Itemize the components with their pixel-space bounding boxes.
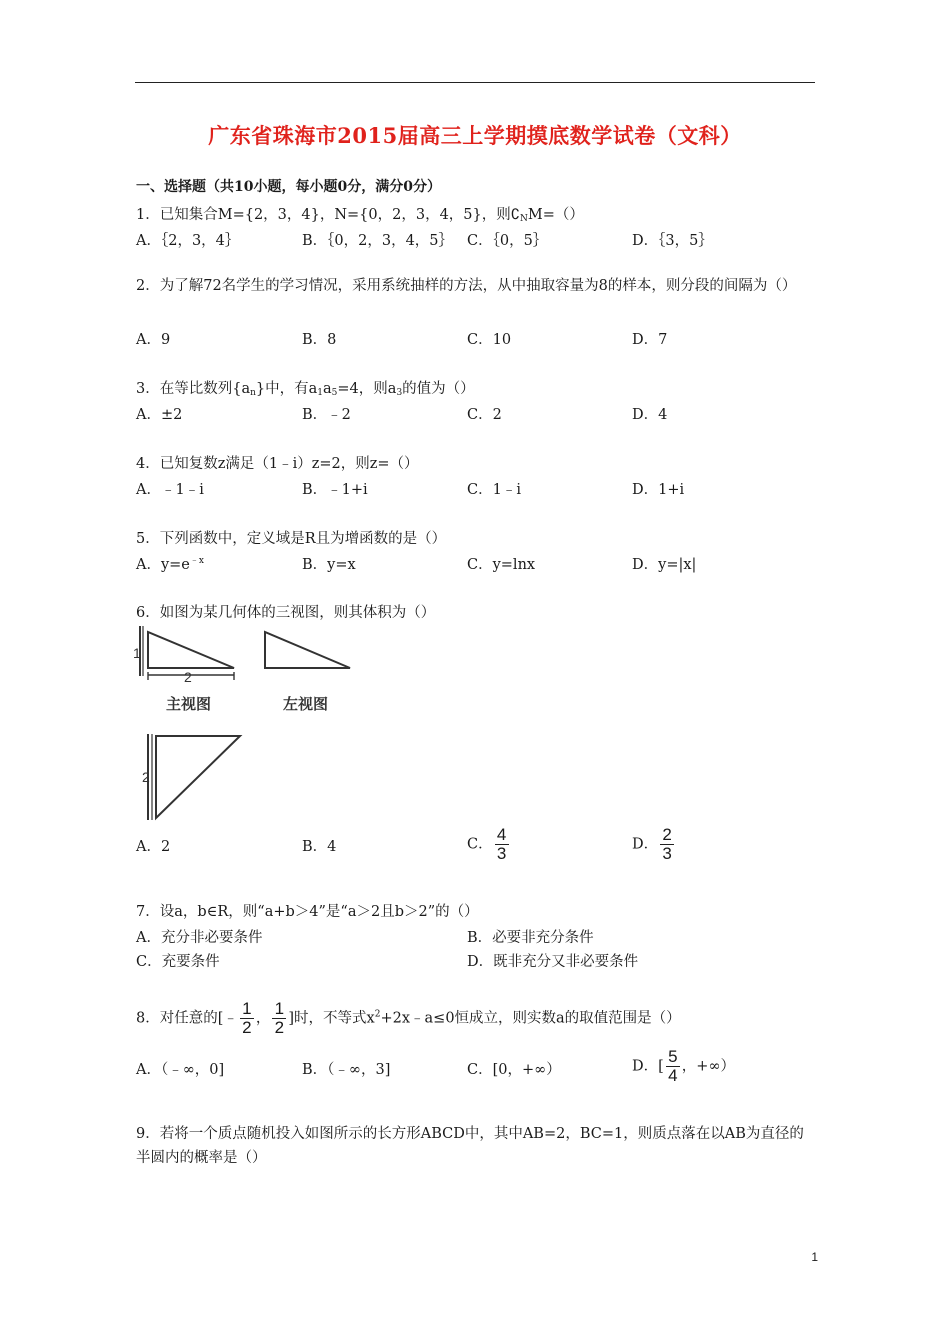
- q3-option-c: C．2: [467, 407, 502, 423]
- q5-option-d: D．y=|x|: [632, 557, 697, 573]
- front-view-width-label: 2: [184, 669, 192, 685]
- q5-option-b: B．y=x: [302, 557, 356, 573]
- question-5-stem: 5．下列函数中，定义域是R且为增函数的是（）: [136, 531, 447, 547]
- q4-option-d: D．1+i: [632, 482, 685, 498]
- question-9-stem: 9．若将一个质点随机投入如图所示的长方形ABCD中，其中AB=2，BC=1，则质点落在以AB为直径的半圆内的概率是（）: [136, 1126, 804, 1166]
- q7-option-b: B．必要非充分条件: [467, 930, 594, 946]
- q7-option-d: D．既非充分又非必要条件: [467, 954, 639, 970]
- question-1-stem: 1．已知集合M={2，3，4}，N={0，2，3，4，5}，则$∁_NM=()$: [136, 207, 584, 224]
- question-4-stem: 4．已知复数z满足（1﹣i）z=2，则z=（）: [136, 456, 419, 472]
- q2-option-a: A．9: [136, 332, 171, 348]
- q7-option-a: A．充分非必要条件: [136, 930, 263, 946]
- q6-option-a: A．2: [136, 839, 171, 855]
- q3-option-d: D．4: [632, 407, 668, 423]
- q3-option-b: B．﹣2: [302, 407, 351, 423]
- q4-option-c: C．1﹣i: [467, 482, 521, 498]
- question-3-stem: 3．在等比数列$\{a_n\}$中，有$a_1a_5=4$，则$a_3$的值为（）: [136, 381, 475, 398]
- q6-option-d: D． $\frac{2}{3}$: [632, 826, 676, 863]
- section-heading: 一、选择题（共10小题，每小题0分，满分0分）: [136, 179, 441, 195]
- q4-option-a: A．﹣1﹣i: [136, 482, 204, 498]
- front-view-height-label: 1: [133, 645, 141, 661]
- question-8-stem: 8．对任意的[﹣ $\frac{1}{2}$ ， $\frac{1}{2}$ ]时，不等式$x^2+2x﹣a\le 0$恒成立，则实数a的取值范围是（）: [136, 999, 681, 1037]
- q8-option-a: A．（﹣∞，0]: [136, 1062, 225, 1078]
- q6-option-b: B．4: [302, 839, 337, 855]
- q3-option-a: A．±2: [136, 407, 183, 423]
- q6-option-c: C． $\frac{4}{3}$: [467, 826, 511, 863]
- q8-option-c: C．[0，+∞）: [467, 1062, 561, 1078]
- q2-option-c: C．10: [467, 332, 512, 348]
- q2-option-d: D．7: [632, 332, 668, 348]
- top-view-height-label: 2: [142, 769, 150, 785]
- q5-option-c: C．y=lnx: [467, 557, 536, 573]
- q7-option-c: C．充要条件: [136, 954, 220, 970]
- question-2-stem: 2．为了解72名学生的学习情况，采用系统抽样的方法，从中抽取容量为8的样本，则分段的间隔为（）: [136, 278, 797, 294]
- question-6-stem: 6．如图为某几何体的三视图，则其体积为（）: [136, 605, 436, 621]
- q8-option-d: D．[ $\frac{5}{4}$ ，+∞）: [632, 1047, 736, 1085]
- q2-option-b: B．8: [302, 332, 337, 348]
- q1-option-a: A．｛2，3，4｝: [136, 233, 240, 249]
- question-7-stem: 7．设a，b∈R，则“a+b＞4”是“a＞2且b＞2”的（）: [136, 904, 479, 920]
- q5-option-a: A．$y=e^{﹣x}$: [136, 556, 204, 573]
- top-view-figure: [136, 730, 256, 825]
- header-rule: [135, 82, 815, 83]
- q4-option-b: B．﹣1+i: [302, 482, 368, 498]
- page-number: 1: [811, 1250, 818, 1264]
- q1-option-d: D．｛3，5｝: [632, 233, 713, 249]
- front-view-figure: [133, 620, 376, 700]
- side-view-label: 左视图: [283, 696, 329, 713]
- q8-option-b: B．（﹣∞，3]: [302, 1062, 391, 1078]
- page-title: 广东省珠海市2015届高三上学期摸底数学试卷（文科）: [208, 123, 742, 148]
- q1-option-c: C．｛0，5｝: [467, 233, 548, 249]
- q1-option-b: B．｛0，2，3，4，5｝: [302, 233, 454, 249]
- front-view-label: 主视图: [166, 696, 212, 713]
